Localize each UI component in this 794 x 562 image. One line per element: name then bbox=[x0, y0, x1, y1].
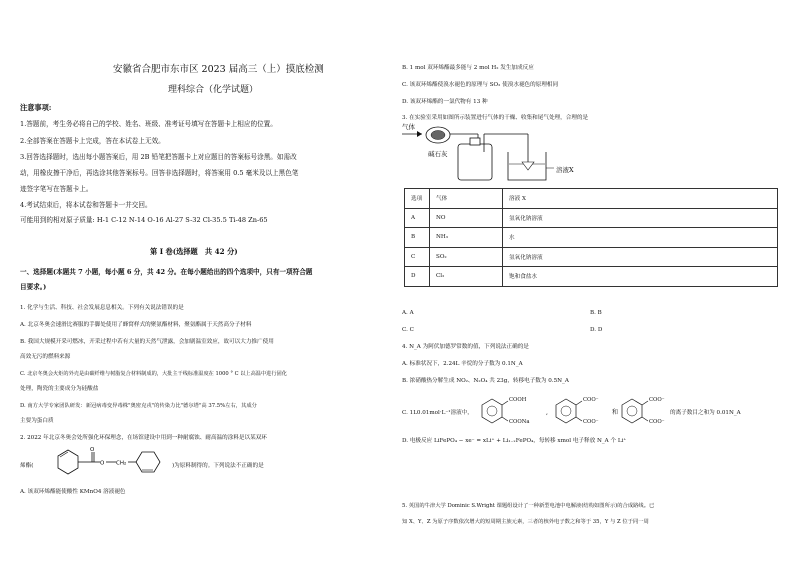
question-1-stem: 1. 化学与生活、科技、社会发展息息相关。下列有关说法错误的是 bbox=[20, 305, 184, 311]
question-2-option-b: B. 1 mol 双环烯酯最多能与 2 mol H₂ 发生加成反应 bbox=[402, 65, 534, 71]
notice-line: 4.考试结束后，将本试卷和答题卡一并交回。 bbox=[20, 201, 152, 209]
notice-heading: 注意事项: bbox=[20, 103, 52, 112]
question-1-option-c-cont: 处理，陶瓷的主要成分为硅酸盐 bbox=[20, 386, 99, 392]
table-cell: SO₂ bbox=[430, 247, 503, 267]
carboxylate-label: COO⁻ bbox=[649, 419, 665, 425]
notice-line: 2.全部答案在答题卡上完成，答在本试卷上无效。 bbox=[20, 137, 165, 145]
question-1-option-a: A. 北京冬奥会速滑比赛服的手脚处使用了蜂窝样式的聚氨酯材料，聚氨酯属于天然高分子材料 bbox=[20, 322, 252, 328]
section-title: 第 Ⅰ 卷(选择题 共 42 分) bbox=[150, 247, 238, 256]
question-2-ester-suffix: )为原料制得的。下列说法不正确的是 bbox=[172, 463, 264, 469]
table-cell: NO bbox=[430, 208, 503, 228]
question-3-choice-d: D. D bbox=[590, 327, 603, 333]
table-row bbox=[405, 228, 778, 248]
question-5-stem: 5. 英国的牛津大学 Dominic S.Wright 课题组设计了一种新型电池中电解液(结构如图所示)的合成路线。已 bbox=[402, 503, 655, 509]
table-header: 气体 bbox=[430, 189, 503, 209]
table-cell: Cl₂ bbox=[430, 267, 503, 287]
notice-line: 迹签字笔写在答题卡上。 bbox=[20, 185, 93, 193]
solution-x-label: 溶液X bbox=[556, 166, 574, 174]
section-instruction: 一、选择题(本题共 7 小题，每小题 6 分，共 42 分。在每小题给出的四个选项中，只有一项符合题 bbox=[20, 268, 313, 276]
table-cell: NH₃ bbox=[430, 228, 503, 248]
question-2-option-c: C. 该双环烯酯使溴水褪色的原理与 SO₂ 使溴水褪色的原理相同 bbox=[402, 82, 559, 88]
question-4-option-a: A. 标准状况下，2.24L 辛烷的分子数为 0.1N_A bbox=[402, 361, 523, 367]
carboxylate-label: COO⁻ bbox=[583, 397, 599, 403]
bicyclic-ester-structure bbox=[44, 446, 174, 482]
table-header-row bbox=[405, 189, 778, 209]
table-cell: A bbox=[405, 208, 430, 228]
soda-lime-label: 碱石灰 bbox=[428, 150, 448, 158]
table-row bbox=[405, 267, 778, 287]
question-5-stem-cont: 知 X、Y、Z 为原子序数依次增大的短周期主族元素，三者的核外电子数之和等于 35，Y 与 Z 位于同一周 bbox=[402, 519, 649, 525]
question-1-option-b-cont: 高效无污的燃料来源 bbox=[20, 354, 71, 360]
table-cell: 氢氧化钠溶液 bbox=[503, 208, 778, 228]
section-instruction: 目要求。) bbox=[20, 283, 47, 291]
cooh-label: COOH bbox=[509, 397, 527, 403]
table-header: 溶液 X bbox=[503, 189, 778, 209]
question-1-option-c: C. 北京冬奥会火炬的外壳是由碳纤维与树脂复合材料制成的，大批主干线标准温度在 1000 ° C 以上高温中进行固化 bbox=[20, 371, 287, 377]
question-4-option-d: D. 电极反应 LiFePO₄ − xe⁻ = xLi⁺ + Li₁₋ₓFePO₄，每转移 xmol 电子释放 N_A 个 Li⁺ bbox=[402, 438, 627, 444]
table-cell: 饱和食盐水 bbox=[503, 267, 778, 287]
question-4-option-c-suffix: 的离子数目之和为 0.01N_A bbox=[670, 410, 741, 416]
question-2-ester-prefix: 烯酯( bbox=[20, 463, 34, 469]
svg-text:O: O bbox=[90, 447, 95, 453]
question-3-choice-a: A. A bbox=[402, 310, 414, 316]
coona-label: COONa bbox=[509, 419, 530, 425]
separator-comma: , bbox=[546, 409, 548, 416]
question-2-stem: 2. 2022 年北京冬奥会处所强化环保理念，在场馆建设中用到一种耐腐蚀、耐高温的涂料是以某双环 bbox=[20, 435, 267, 441]
table-row bbox=[405, 247, 778, 267]
and-label: 和 bbox=[612, 409, 619, 416]
table-cell: 氢氧化钠溶液 bbox=[503, 247, 778, 267]
question-3-choice-c: C. C bbox=[402, 327, 414, 333]
page-title: 安徽省合肥市东市区 2023 届高三（上）摸底检测 bbox=[113, 64, 324, 75]
page-subtitle: 理科综合（化学试题） bbox=[168, 85, 259, 95]
notice-line: 3.回答选择题时，选出每小题答案后，用 2B 铅笔把答题卡上对应题目的答案标号涂黑。如需改 bbox=[20, 153, 297, 161]
svg-text:CH₂: CH₂ bbox=[116, 460, 127, 467]
question-3-choice-b: B. B bbox=[590, 310, 602, 316]
question-1-option-d: D. 南方大学专家团队研发：新冠病毒变异毒株"奥密克戎"的传染力比"德尔塔"高 37.5%左右，其成分 bbox=[20, 403, 257, 409]
notice-line: 动，用橡皮擦干净后，再选涂其他答案标号。回答非选择题时，将答案用 0.5 毫米及以上黑色笔 bbox=[20, 169, 299, 177]
question-3-stem: 3. 在实验室采用如图所示装置进行气体的干燥、收集和尾气处理，合理的是 bbox=[402, 115, 589, 121]
carboxylate-label: COO⁻ bbox=[583, 419, 599, 425]
gas-label: 气体 bbox=[402, 123, 415, 131]
question-2-option-a: A. 该双环烯酯能使酸性 KMnO4 溶液褪色 bbox=[20, 489, 126, 495]
table-cell: B bbox=[405, 228, 430, 248]
table-cell: 水 bbox=[503, 228, 778, 248]
question-4-stem: 4. N_A 为阿伏加德罗常数的值，下列说法正确的是 bbox=[402, 344, 529, 350]
table-cell: C bbox=[405, 247, 430, 267]
atomic-masses: 可能用到的相对原子质量: H-1 C-12 N-14 O-16 Al-27 S-32 Cl-35.5 Ti-48 Zn-65 bbox=[20, 216, 268, 224]
table-header: 选项 bbox=[405, 189, 430, 209]
question-4-option-c-prefix: C. 1L0.01mol·L⁻¹溶液中， bbox=[402, 410, 473, 416]
svg-text:O: O bbox=[100, 460, 105, 467]
question-2-option-d: D. 该双环烯酯的一氯代物有 13 种 bbox=[402, 99, 488, 105]
notice-line: 1.答题前，考生务必将自己的学校、姓名、班级、准考证号填写在答题卡上相应的位置。 bbox=[20, 120, 277, 128]
table-cell: D bbox=[405, 267, 430, 287]
question-1-option-b: B. 我国大规模开采可燃冰，开采过程中若有大量的天然气泄露，会加剧温室效应，故可以大力推广使用 bbox=[20, 339, 274, 345]
table-row bbox=[405, 208, 778, 228]
options-table bbox=[404, 188, 778, 287]
question-4-option-b: B. 浓硝酸热分解生成 NO₂、N₂O₄ 共 23g，转移电子数为 0.5N_A bbox=[402, 378, 569, 384]
carboxylate-label: COO⁻ bbox=[649, 397, 665, 403]
question-1-option-d-cont: 主要为蛋白质 bbox=[20, 418, 54, 424]
